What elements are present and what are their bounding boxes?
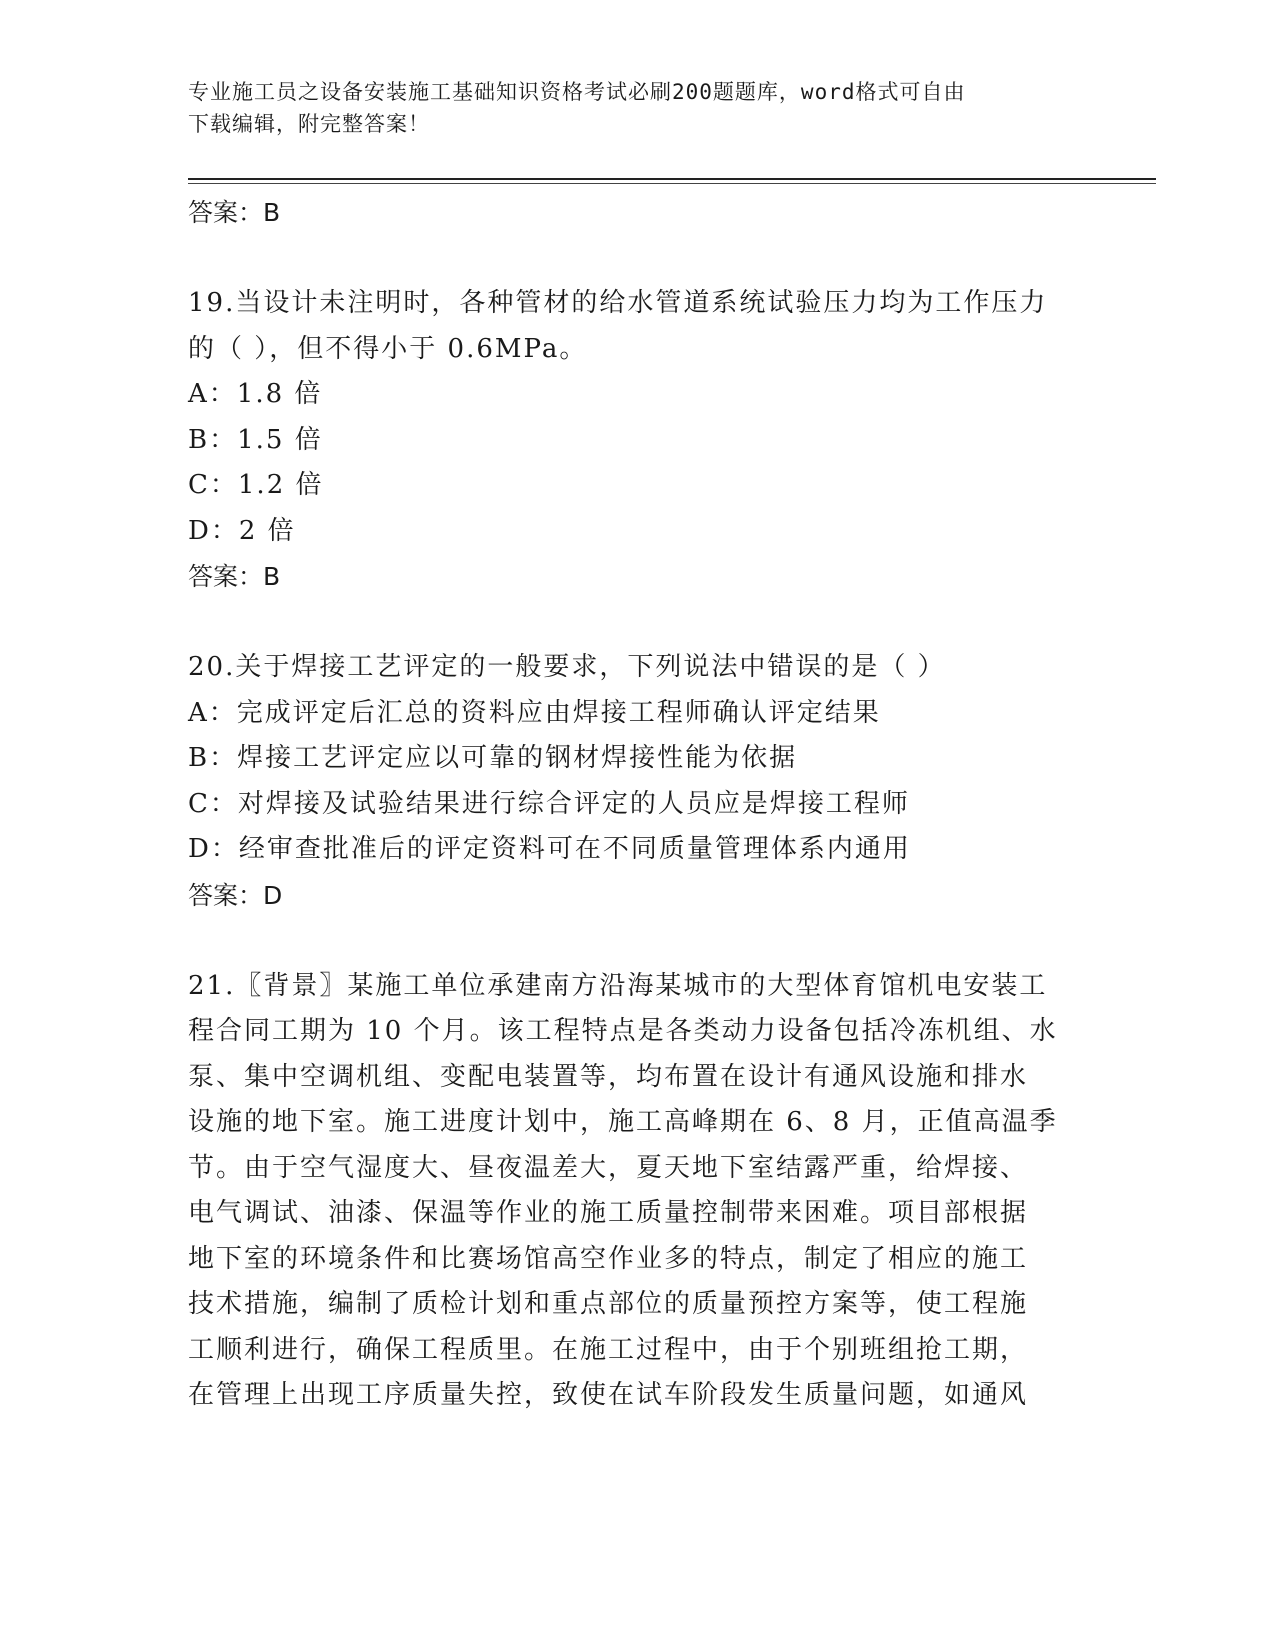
- question-20: [188, 645, 1088, 918]
- spacer: [188, 599, 1088, 645]
- question-21-line-2: 程合同工期为 10 个月。该工程特点是各类动力设备包括冷冻机组、水: [188, 1016, 1058, 1046]
- header-line-2: 下载编辑，附完整答案！: [188, 112, 430, 136]
- question-21-line-7: 地下室的环境条件和比赛场馆高空作业多的特点，制定了相应的施工: [188, 1243, 1029, 1274]
- question-20-option-c: C：对焊接及试验结果进行综合评定的人员应是焊接工程师: [188, 788, 910, 819]
- question-19-answer: 答案：B: [188, 562, 281, 591]
- question-19-stem-line-2: 的（ ），但不得小于 0.6MPa。: [188, 333, 588, 364]
- question-19-option-c: C：1.2 倍: [188, 470, 324, 500]
- question-20-option-a: A：完成评定后汇总的资料应由焊接工程师确认评定结果: [188, 697, 881, 728]
- question-21-line-9: 工顺利进行，确保工程质里。在施工过程中，由于个别班组抢工期，: [188, 1334, 1029, 1365]
- question-21-line-4: 设施的地下室。施工进度计划中，施工高峰期在 6、8 月，正值高温季: [188, 1107, 1058, 1137]
- question-19-stem-line-1: 19.当设计未注明时，各种管材的给水管道系统试验压力均为工作压力: [188, 288, 1048, 318]
- question-20-option-b: B：焊接工艺评定应以可靠的钢材焊接性能为依据: [188, 743, 798, 773]
- question-21-line-1: 21.〖背景〗某施工单位承建南方沿海某城市的大型体育馆机电安装工: [188, 970, 1048, 1001]
- question-20-answer: 答案：D: [188, 880, 283, 910]
- header-rule-thin: [188, 183, 1156, 184]
- question-20-option-d: D：经审查批准后的评定资料可在不同质量管理体系内通用: [188, 834, 911, 864]
- question-21-line-6: 电气调试、油漆、保温等作业的施工质量控制带来困难。项目部根据: [188, 1198, 1029, 1228]
- question-content: [188, 190, 1088, 1419]
- question-19-option-b: B：1.5 倍: [188, 424, 323, 455]
- question-21-line-3: 泵、集中空调机组、变配电装置等，均布置在设计有通风设施和排水: [188, 1061, 1029, 1092]
- header-line-1: 专业施工员之设备安装施工基础知识资格考试必刷200题题库，word格式可自由: [188, 80, 966, 104]
- question-19-option-a: A：1.8 倍: [188, 379, 323, 409]
- question-21-line-10: 在管理上出现工序质量失控，致使在试车阶段发生质量问题，如通风: [188, 1380, 1029, 1410]
- document-header: [188, 76, 1068, 140]
- spacer: [188, 235, 1088, 281]
- question-20-stem: 20.关于焊接工艺评定的一般要求，下列说法中错误的是（ ）: [188, 652, 946, 682]
- spacer: [188, 918, 1088, 964]
- question-19-option-d: D：2 倍: [188, 515, 296, 546]
- question-21: [188, 964, 1088, 1419]
- previous-answer: 答案：B: [188, 198, 281, 227]
- header-rule-thick: [188, 178, 1156, 180]
- question-21-line-5: 节。由于空气湿度大、昼夜温差大，夏天地下室结露严重，给焊接、: [188, 1152, 1029, 1183]
- question-21-line-8: 技术措施，编制了质检计划和重点部位的质量预控方案等，使工程施: [188, 1289, 1029, 1319]
- question-19: [188, 281, 1088, 599]
